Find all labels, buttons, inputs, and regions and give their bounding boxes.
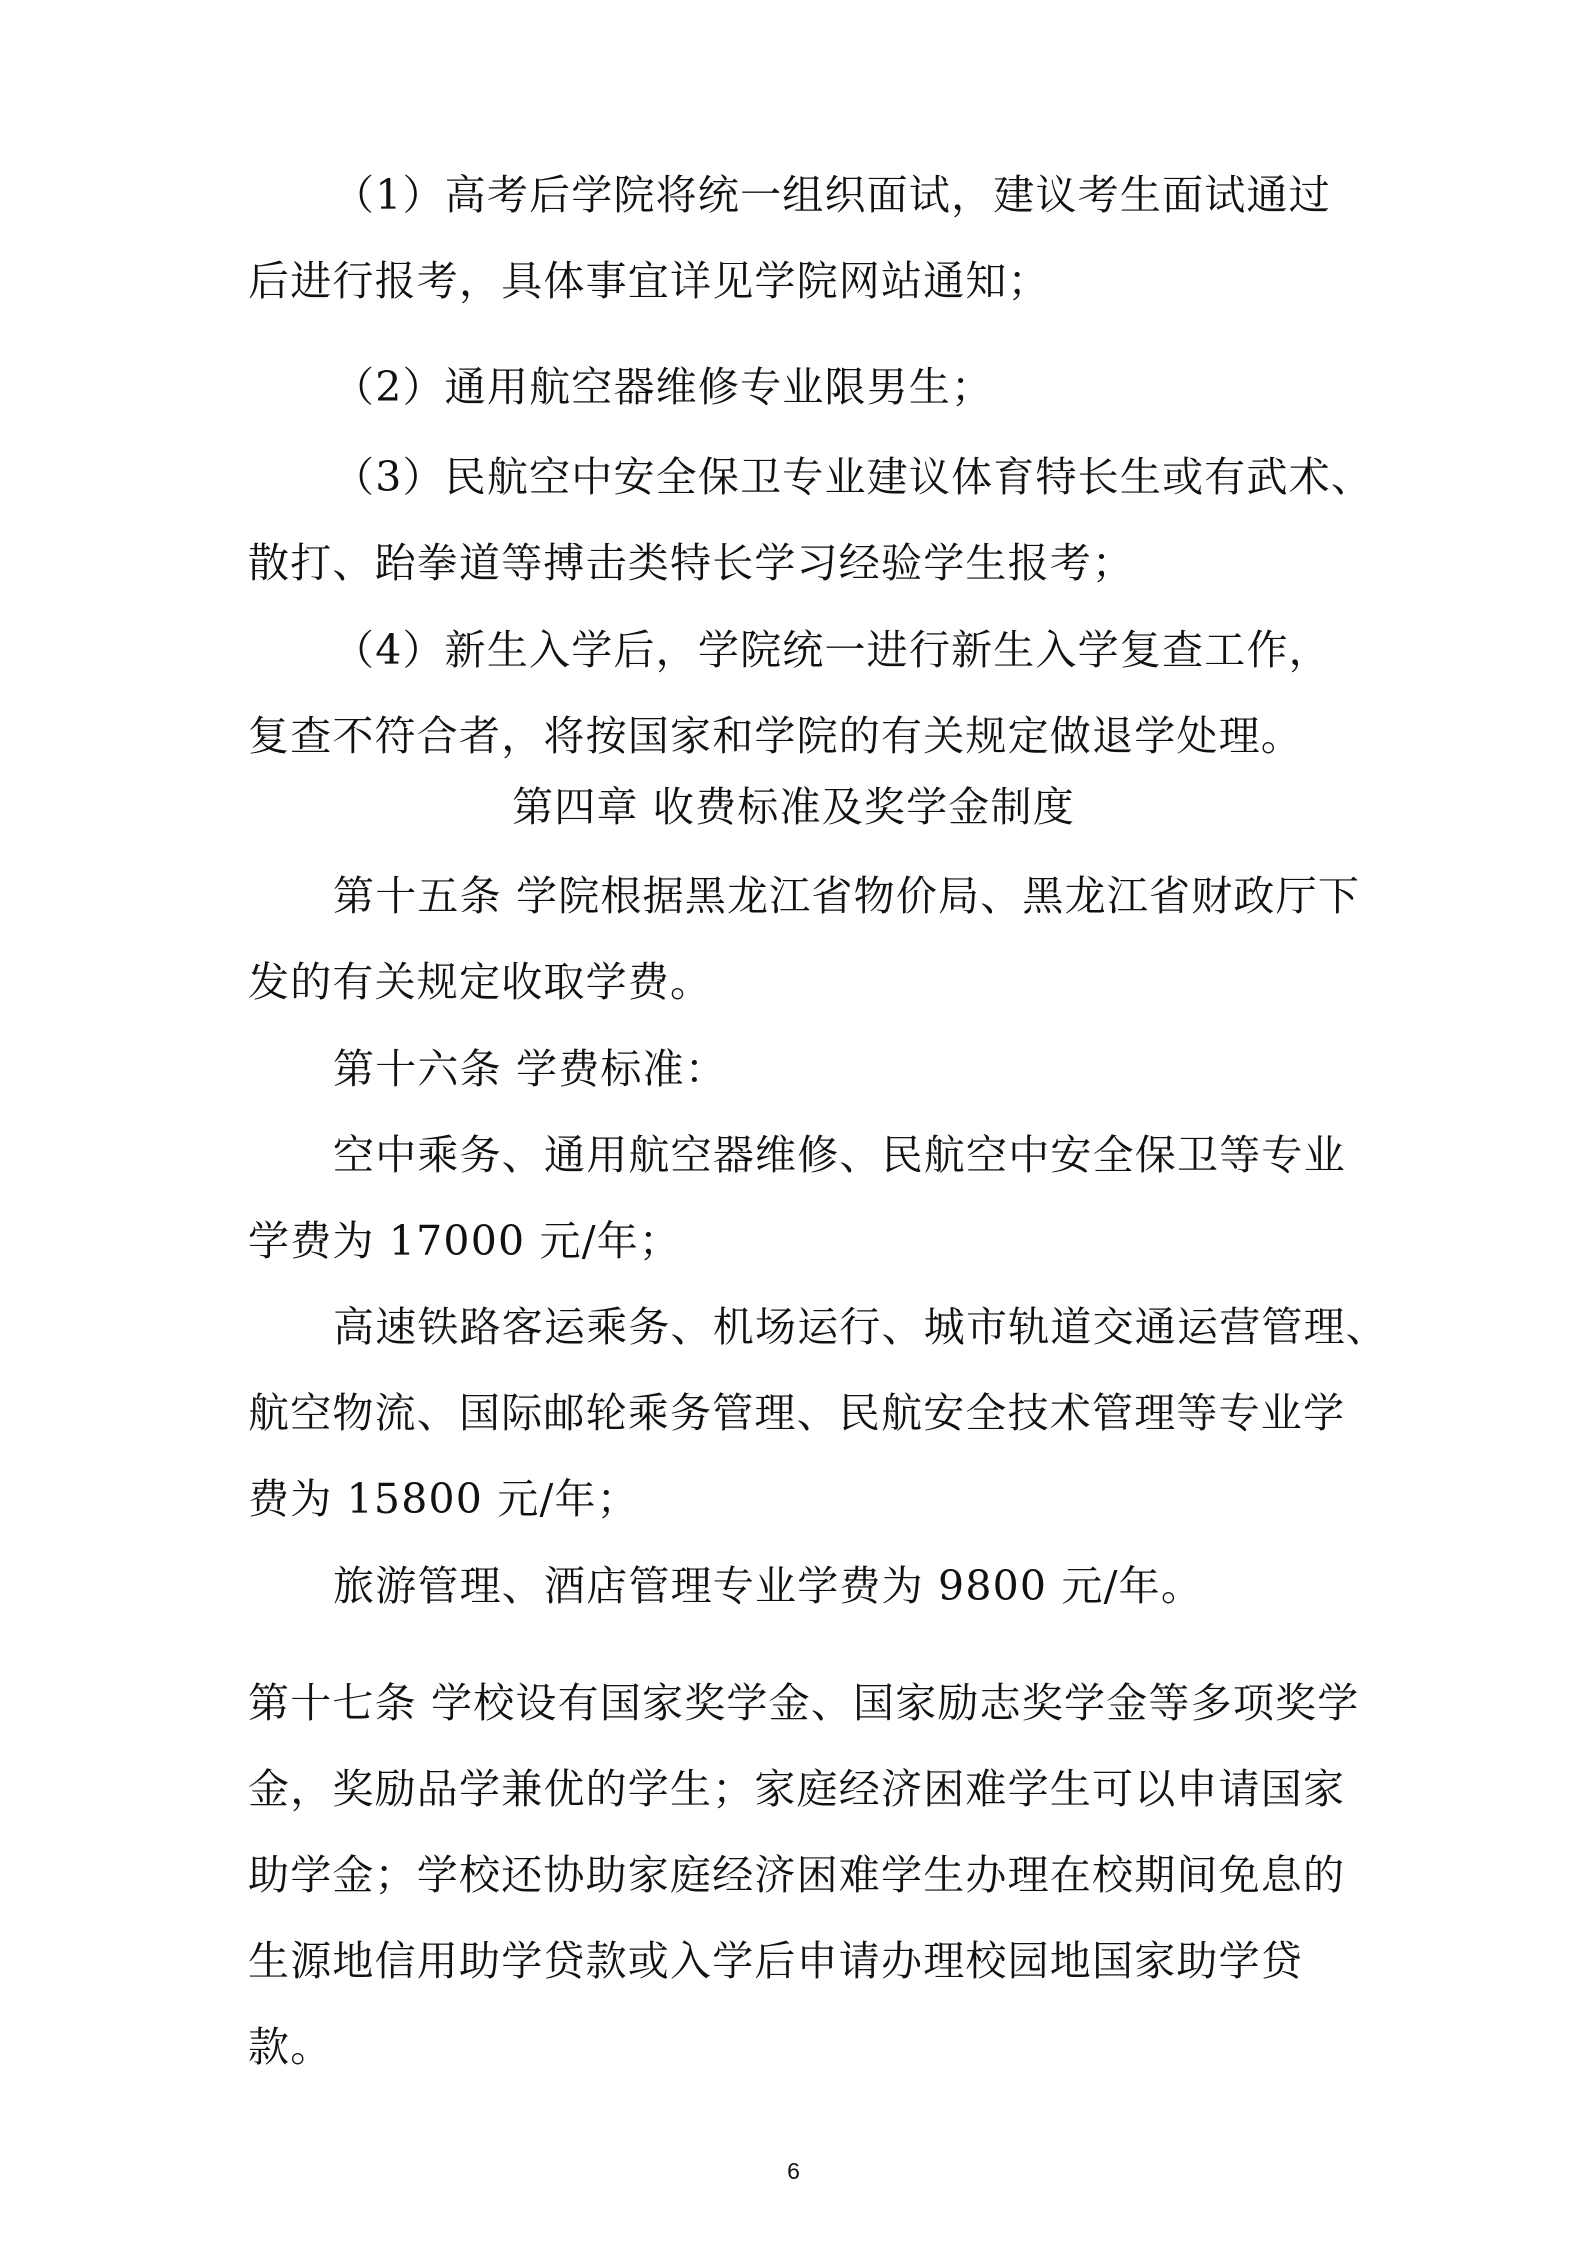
requirement-item-2 bbox=[248, 344, 1348, 430]
text-line: 第十六条 学费标准： bbox=[333, 1045, 728, 1093]
text-line: （3）民航空中安全保卫专业建议体育特长生或有武术、 bbox=[333, 453, 1374, 501]
text-line: 散打、跆拳道等搏击类特长学习经验学生报考； bbox=[248, 539, 1135, 587]
requirement-item-3 bbox=[248, 434, 1374, 606]
article-17 bbox=[248, 1660, 1360, 2090]
fee-group-3 bbox=[248, 1543, 1348, 1629]
text-line: 后进行报考，具体事宜详见学院网站通知； bbox=[248, 257, 1050, 305]
text-line: （2）通用航空器维修专业限男生； bbox=[333, 363, 994, 411]
chapter-heading: 第四章 收费标准及奖学金制度 bbox=[512, 783, 1075, 831]
text-line: 款。 bbox=[248, 2023, 333, 2071]
fee-group-2 bbox=[248, 1284, 1388, 1542]
text-line: （4）新生入学后，学院统一进行新生入学复查工作， bbox=[333, 626, 1331, 674]
text-line: 复查不符合者，将按国家和学院的有关规定做退学处理。 bbox=[248, 712, 1303, 760]
article-16 bbox=[248, 1026, 1348, 1112]
text-line: 金，奖励品学兼优的学生；家庭经济困难学生可以申请国家 bbox=[248, 1765, 1346, 1813]
text-line: 费为 15800 元/年； bbox=[248, 1475, 639, 1523]
text-line: 第十七条 学校设有国家奖学金、国家励志奖学金等多项奖学 bbox=[248, 1679, 1360, 1727]
requirement-item-4 bbox=[248, 607, 1348, 779]
text-line: 助学金；学校还协助家庭经济困难学生办理在校期间免息的 bbox=[248, 1851, 1346, 1899]
text-line: （1）高考后学院将统一组织面试，建议考生面试通过 bbox=[333, 171, 1331, 219]
text-line: 生源地信用助学贷款或入学后申请办理校园地国家助学贷 bbox=[248, 1937, 1303, 1985]
text-line: 学费为 17000 元/年； bbox=[248, 1217, 682, 1265]
requirement-item-1 bbox=[248, 152, 1348, 324]
text-line: 高速铁路客运乘务、机场运行、城市轨道交通运营管理、 bbox=[333, 1303, 1388, 1351]
text-line: 第十五条 学院根据黑龙江省物价局、黑龙江省财政厅下 bbox=[333, 872, 1361, 920]
article-15 bbox=[248, 853, 1361, 1025]
text-line: 发的有关规定收取学费。 bbox=[248, 958, 713, 1006]
text-line: 空中乘务、通用航空器维修、民航空中安全保卫等专业 bbox=[333, 1131, 1346, 1179]
text-line: 旅游管理、酒店管理专业学费为 9800 元/年。 bbox=[333, 1562, 1204, 1610]
text-line: 航空物流、国际邮轮乘务管理、民航安全技术管理等专业学 bbox=[248, 1389, 1346, 1437]
page-number: 6 bbox=[787, 2158, 800, 2184]
fee-group-1 bbox=[248, 1112, 1348, 1284]
